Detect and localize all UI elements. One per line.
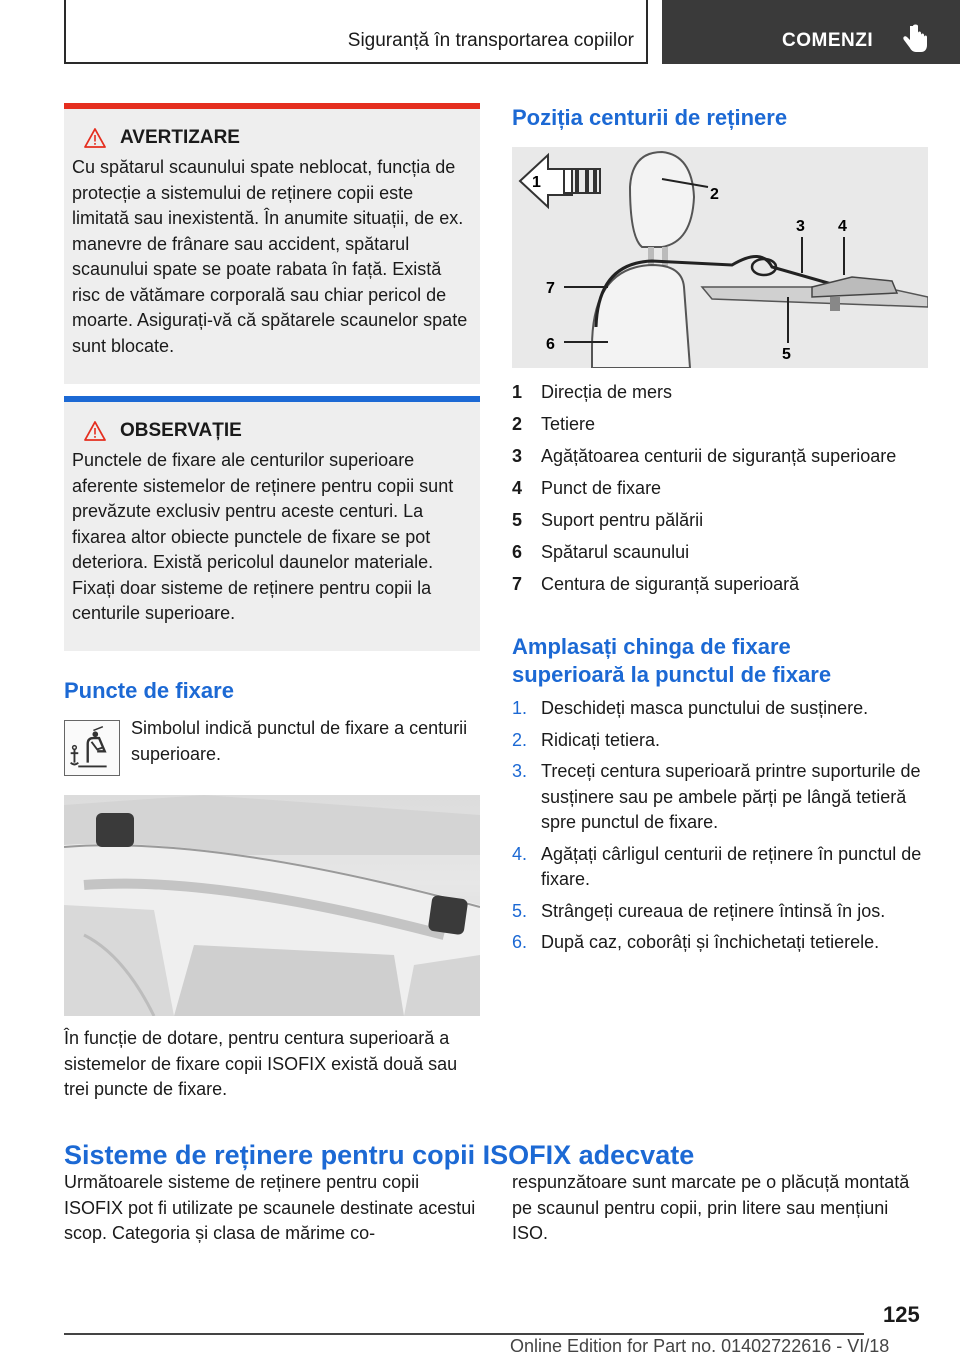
svg-text:1: 1: [532, 174, 541, 191]
step-item: 6. După caz, coborâți și închichetați tetierele.: [512, 932, 880, 952]
step-item: 5. Strângeți cureaua de reținere întinsă în jos.: [512, 900, 886, 921]
fix-points-after-photo-text: În funcție de dotare, pentru centura superioară a sistemelor de fixare copii ISOFIX există două sau trei puncte de fixare.: [64, 1028, 458, 1099]
fix-points-symbol-text: Simbolul indică punctul de fixare a centurii superioare.: [131, 718, 468, 764]
warning-text: Cu spătarul scaunului spate neblocat, funcția de protecție a sistemului de reținere copii este limitată sau inexistentă. În anumite situații, de ex. manevre de frânare sau accident, spătarul scaunului spate se poate rabata în față. Există risc de vătămare corporală sau chiar pericol de moarte. Asigurați-vă că spătarele scaunelor spate sunt blocate.: [72, 157, 468, 356]
header-chapter-label: COMENZI: [782, 30, 874, 51]
legend-item: 2 Tetiere: [512, 414, 596, 434]
rear-shelf-photo: [64, 795, 480, 1016]
belt-position-diagram: [512, 147, 928, 368]
attach-heading: Amplasați chinga de fixare superioară la punctul de fixare: [512, 634, 832, 687]
legend-item: 1 Direcția de mers: [512, 382, 673, 402]
footer-divider: [64, 1333, 864, 1335]
header-chapter-tab[interactable]: [662, 0, 960, 64]
fix-points-heading: Puncte de fixare: [64, 678, 234, 703]
legend-item: 6 Spătarul scaunului: [512, 542, 690, 562]
attach-steps-list: [512, 696, 928, 962]
step-item: 4. Agățați cârligul centurii de reținere în punctul de fixare.: [512, 843, 922, 889]
svg-text:4: 4: [838, 218, 847, 235]
child-seat-anchor-icon: [64, 720, 120, 776]
legend-item: 4 Punct de fixare: [512, 478, 662, 498]
belt-position-heading: Poziția centurii de reținere: [512, 105, 788, 130]
step-item: 3. Treceți centura superioară printre suporturile de susținere sau pe ambele părți pe lângă tetieră spre punctul de fixare.: [512, 761, 921, 832]
svg-text:7: 7: [546, 280, 555, 297]
warning-triangle-icon: [84, 128, 106, 148]
step-item: 1. Deschideți masca punctului de susținere.: [512, 698, 869, 718]
warning-box: [64, 103, 480, 384]
page-number: 125: [883, 1302, 920, 1327]
step-item: 2. Ridicați tetiera.: [512, 729, 661, 750]
note-text: Punctele de fixare ale centurilor superioare aferente sistemelor de reținere pentru copii sunt prevăzute exclusiv pentru aceste centuri. La fixarea altor obiecte punctele de fixare se pot deteriora. Există pericolul daunelor materiale. Fixați doar sisteme de reținere pentru copii la centurile superioare.: [72, 450, 454, 623]
header-section-title: Siguranță în transportarea copiilor: [347, 30, 634, 51]
note-box: [64, 396, 480, 651]
edition-text: Online Edition for Part no. 01402722616 - VI/18: [510, 1336, 890, 1356]
header-section-tab: [64, 0, 648, 64]
legend-item: 3 Agățătoarea centurii de siguranță superioare: [512, 446, 897, 466]
isofix-text-col2: respunzătoare sunt marcate pe o plăcuță montată pe scaunul pentru copii, prin litere sau mențiuni ISO.: [512, 1172, 910, 1243]
note-title: OBSERVAȚIE: [120, 420, 242, 441]
isofix-heading: Sisteme de reținere pentru copii ISOFIX adecvate: [64, 1140, 695, 1170]
isofix-text-col1: Următoarele sisteme de reținere pentru copii ISOFIX pot fi utilizate pe scaunele destinate acestui scop. Categoria și clasa de mărime co-: [64, 1172, 476, 1243]
legend-item: 7 Centura de siguranță superioară: [512, 574, 800, 594]
belt-position-legend: [512, 378, 928, 602]
svg-text:5: 5: [782, 346, 791, 363]
svg-text:3: 3: [796, 218, 805, 235]
svg-text:6: 6: [546, 336, 555, 353]
legend-item: 5 Suport pentru pălării: [512, 510, 704, 530]
warning-triangle-icon: [84, 421, 106, 441]
warning-title: AVERTIZARE: [120, 127, 240, 148]
svg-text:2: 2: [710, 186, 719, 203]
hand-pointer-icon: [902, 24, 928, 54]
